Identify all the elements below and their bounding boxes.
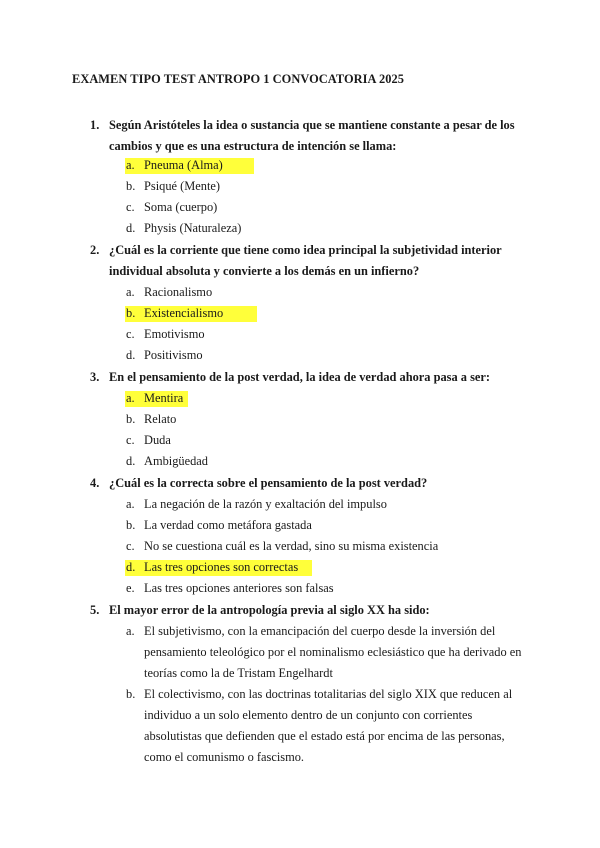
option-text: Duda xyxy=(144,433,171,447)
option-letter: b. xyxy=(126,412,136,426)
option-2a xyxy=(126,282,536,303)
option-letter: d. xyxy=(126,454,136,468)
option-letter: b. xyxy=(126,518,136,532)
option-2d xyxy=(126,345,536,366)
question-text: ¿Cuál es la correcta sobre el pensamiento de la post verdad? xyxy=(109,476,428,490)
option-5b xyxy=(126,684,526,768)
option-letter: b. xyxy=(126,687,136,701)
question-4 xyxy=(90,473,530,494)
question-number: 3. xyxy=(90,370,100,384)
option-text: Emotivismo xyxy=(144,327,205,341)
option-text: La negación de la razón y exaltación del impulso xyxy=(144,497,387,511)
option-letter: d. xyxy=(126,348,136,362)
question-number: 1. xyxy=(90,118,100,132)
option-text: Existencialismo xyxy=(144,306,224,320)
question-number: 2. xyxy=(90,243,100,257)
option-letter: d. xyxy=(126,221,136,235)
option-text: El subjetivismo, con la emancipación del cuerpo desde la inversión del pensamiento teleológico por el nominalismo eclesiástico que ha derivado en teorías como la de Tristam Engelhardt xyxy=(144,624,522,680)
question-number: 5. xyxy=(90,603,100,617)
option-1a xyxy=(126,155,536,176)
option-text: Las tres opciones anteriores son falsas xyxy=(144,581,334,595)
question-text: El mayor error de la antropología previa al siglo XX ha sido: xyxy=(109,603,430,617)
option-letter: a. xyxy=(126,497,135,511)
option-letter: a. xyxy=(126,285,135,299)
option-text: Las tres opciones son correctas xyxy=(144,560,299,574)
option-1b xyxy=(126,176,536,197)
option-letter: a. xyxy=(126,391,135,405)
option-letter: b. xyxy=(126,306,136,320)
option-3a xyxy=(126,388,536,409)
option-text: Mentira xyxy=(144,391,184,405)
option-2b xyxy=(126,303,536,324)
option-4d xyxy=(126,557,536,578)
question-text: Según Aristóteles la idea o sustancia que se mantiene constante a pesar de los cambios y que es una estructura de intención se llama: xyxy=(109,118,515,153)
question-5 xyxy=(90,600,530,621)
question-text: ¿Cuál es la corriente que tiene como idea principal la subjetividad interior individual absoluta y convierte a los demás en un infierno? xyxy=(109,243,502,278)
option-4a xyxy=(126,494,536,515)
option-letter: d. xyxy=(126,560,136,574)
question-text: En el pensamiento de la post verdad, la idea de verdad ahora pasa a ser: xyxy=(109,370,491,384)
exam-title: EXAMEN TIPO TEST ANTROPO 1 CONVOCATORIA 2025 xyxy=(72,72,404,86)
option-text: Physis (Naturaleza) xyxy=(144,221,242,235)
option-1c xyxy=(126,197,536,218)
option-4b xyxy=(126,515,536,536)
question-3 xyxy=(90,367,530,388)
option-letter: a. xyxy=(126,158,135,172)
option-text: Relato xyxy=(144,412,177,426)
option-letter: c. xyxy=(126,539,135,553)
option-text: Positivismo xyxy=(144,348,203,362)
option-letter: c. xyxy=(126,327,135,341)
option-text: Pneuma (Alma) xyxy=(144,158,223,172)
question-1 xyxy=(90,115,530,157)
option-letter: c. xyxy=(126,200,135,214)
option-letter: e. xyxy=(126,581,135,595)
option-3d xyxy=(126,451,536,472)
option-text: La verdad como metáfora gastada xyxy=(144,518,312,532)
option-5a xyxy=(126,621,526,684)
option-letter: a. xyxy=(126,624,135,638)
option-4e xyxy=(126,578,536,599)
option-text: Ambigüedad xyxy=(144,454,209,468)
question-2 xyxy=(90,240,530,282)
option-1d xyxy=(126,218,536,239)
option-letter: b. xyxy=(126,179,136,193)
option-2c xyxy=(126,324,536,345)
option-letter: c. xyxy=(126,433,135,447)
option-text: Psiqué (Mente) xyxy=(144,179,221,193)
option-text: Soma (cuerpo) xyxy=(144,200,218,214)
option-3c xyxy=(126,430,536,451)
option-text: El colectivismo, con las doctrinas totalitarias del siglo XIX que reducen al individuo a un solo elemento dentro de un conjunto con corrientes absolutistas que defienden que el estado está por encima de las personas, como el comunismo o fascismo. xyxy=(144,687,513,764)
question-number: 4. xyxy=(90,476,100,490)
option-3b xyxy=(126,409,536,430)
option-4c xyxy=(126,536,536,557)
option-text: Racionalismo xyxy=(144,285,213,299)
option-text: No se cuestiona cuál es la verdad, sino su misma existencia xyxy=(144,539,439,553)
